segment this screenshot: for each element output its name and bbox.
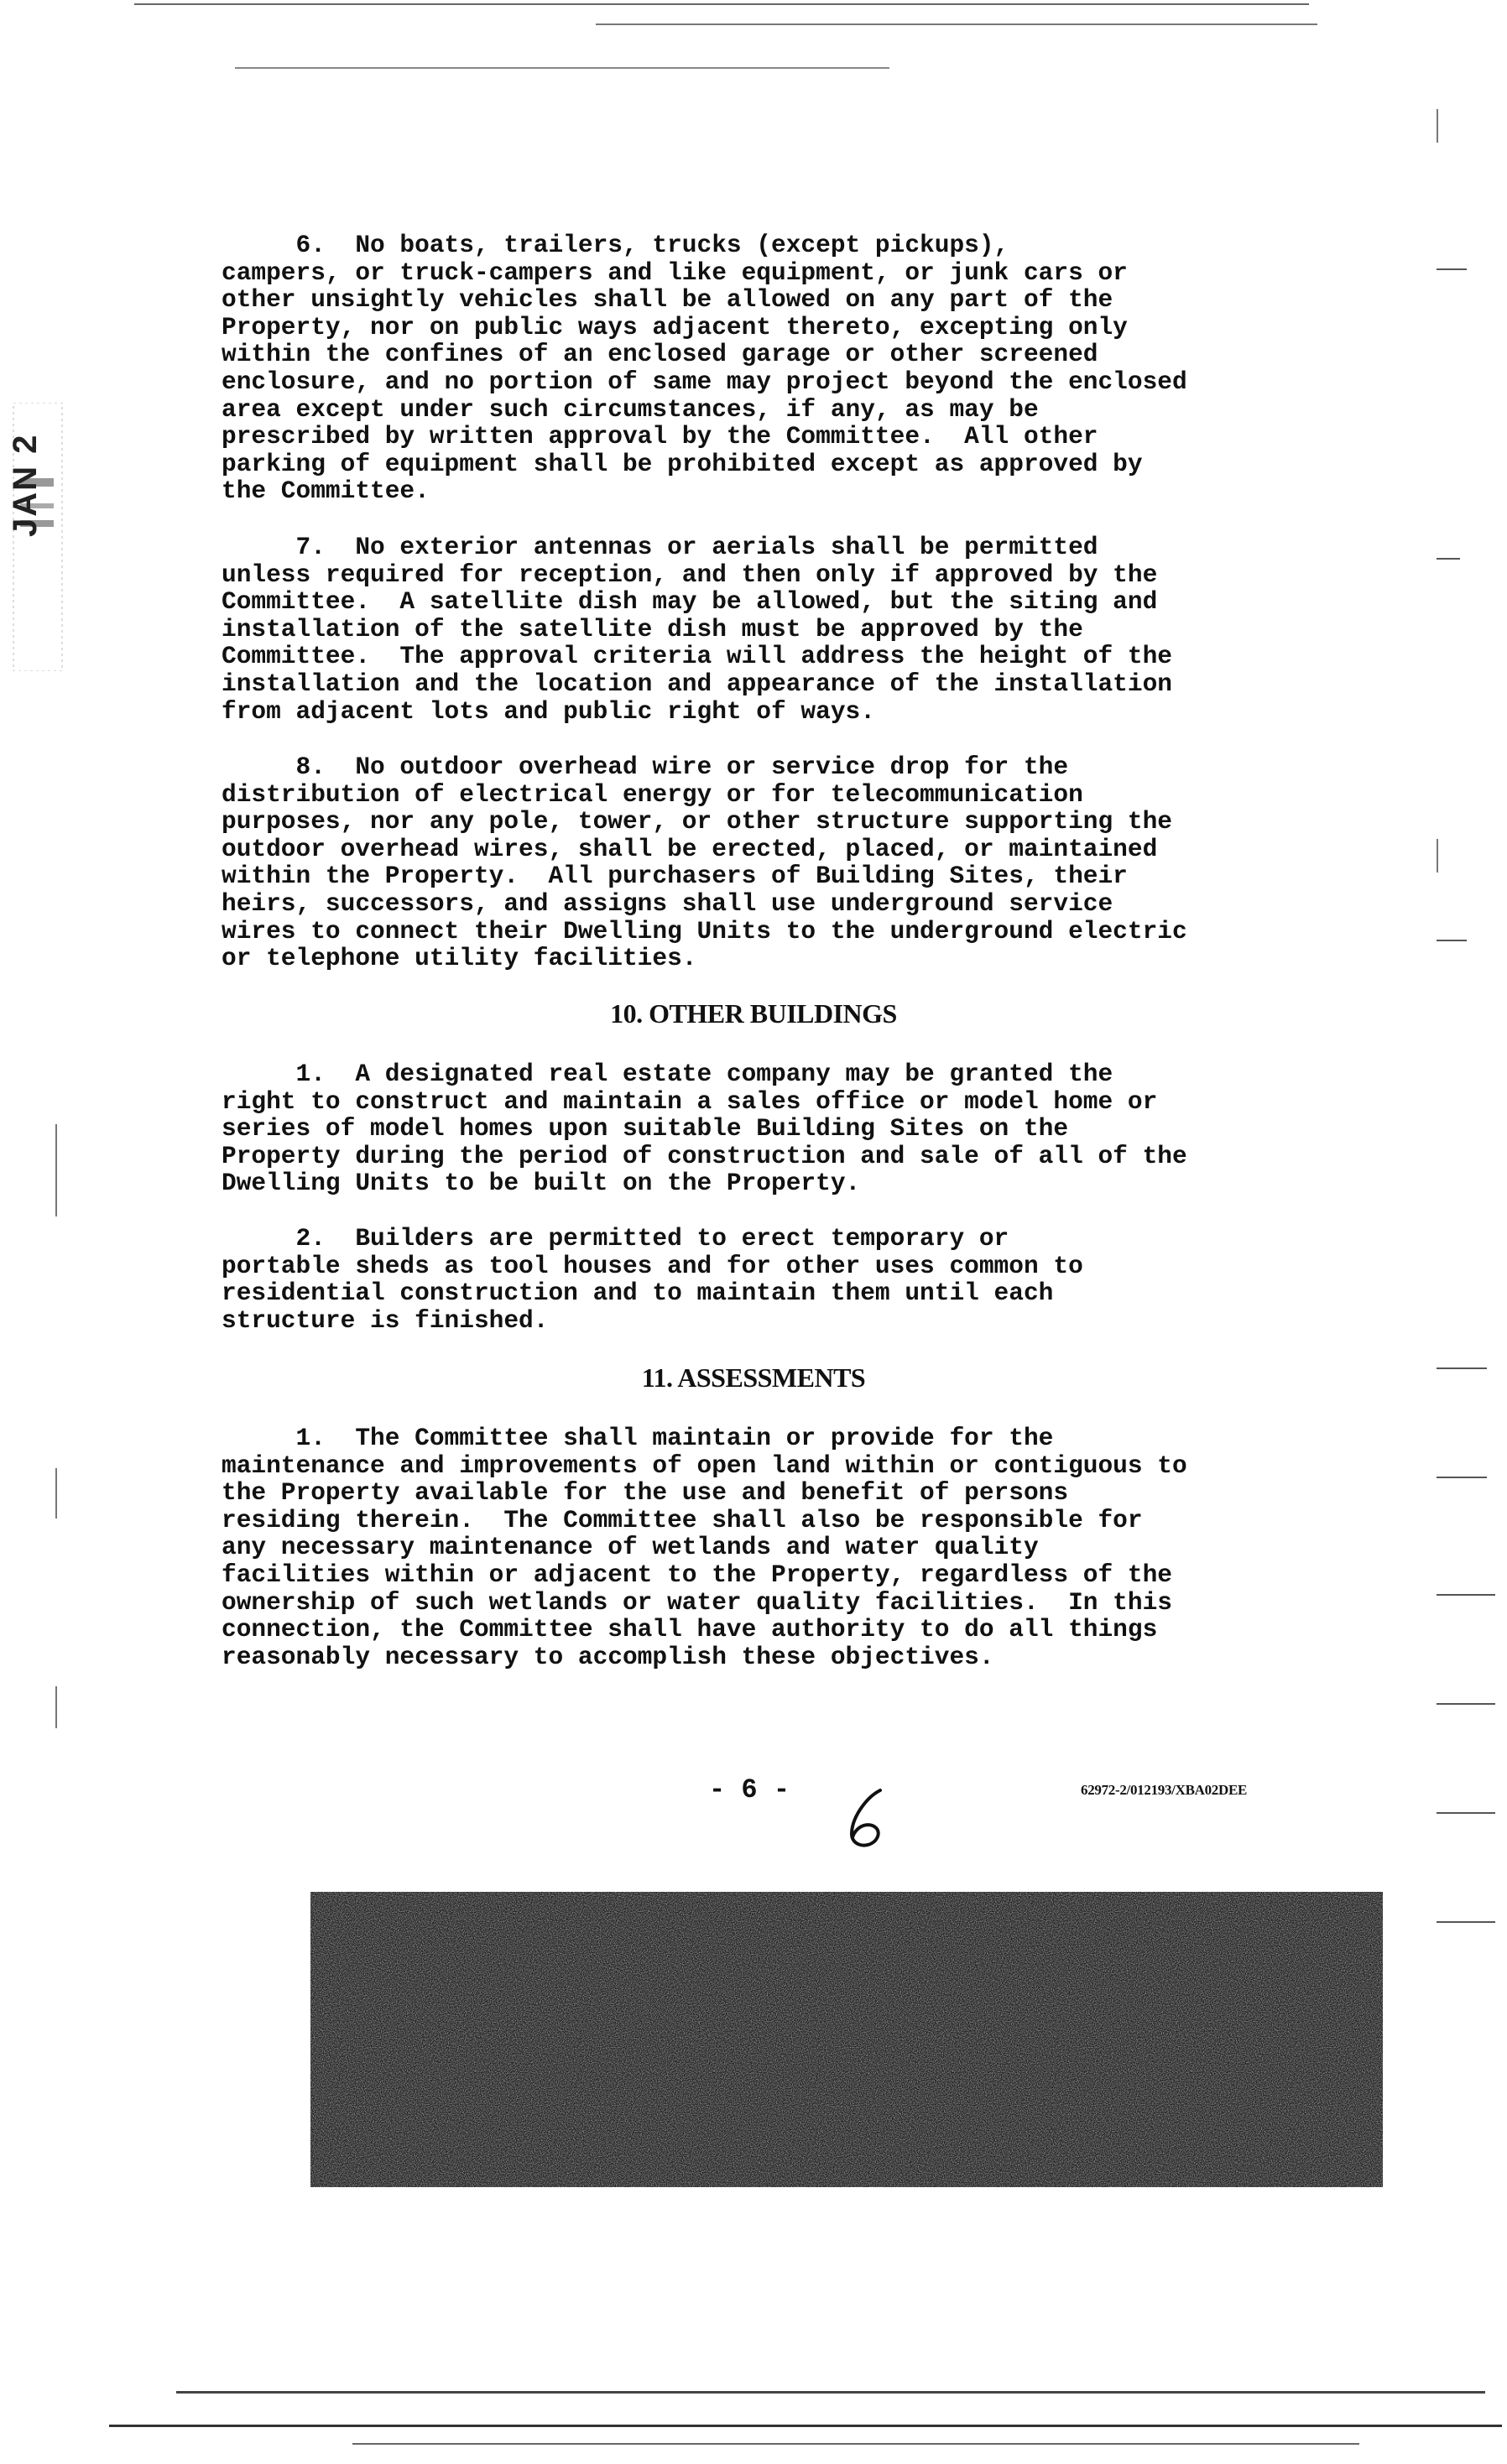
paragraph-item-6: 6. No boats, trailers, trucks (except pickups), campers, or truck-campers and like equipment, or junk cars or other unsightly vehicles shall be allowed on any part of the Property, nor on public ways adjacent thereto, excepting only within the confines of an enclosed garage or other screened enclosure, and no portion of same may project beyond the enclosed area except under such circumstances, if any, as may be prescribed by written approval by the Committee. All other parking of equipment shall be prohibited except as approved by the Committee.	[222, 231, 1187, 506]
margin-mark-right-v2	[1437, 839, 1438, 873]
scan-line-right-5	[1437, 1477, 1487, 1478]
margin-mark-left-3	[55, 1686, 57, 1728]
scan-line-bottom-2	[109, 2425, 1502, 2427]
margin-mark-left-1	[55, 1124, 57, 1216]
scan-line-right-8	[1437, 1812, 1495, 1814]
paragraph-other-buildings-1: 1. A designated real estate company may be granted the right to construct and maintain a sales office or model home or series of model homes upon suitable Building Sites on the Property during the period of construction and sale of all of the Dwelling Units to be built on the Property.	[222, 1060, 1187, 1198]
document-code: 62972-2/012193/XBA02DEE	[1081, 1782, 1248, 1798]
paragraph-item-7: 7. No exterior antennas or aerials shall be permitted unless required for reception, and then only if approved by the Committee. A satellite dish may be allowed, but the siting and installation of the satellite dish must be approved by the Committee. The approval criteria will address the height of the installation and the location and appearance of the installation from adjacent lots and public right of ways.	[222, 533, 1172, 726]
paragraph-other-buildings-2: 2. Builders are permitted to erect temporary or portable sheds as tool houses and for other uses common to residential construction and to maintain them until each structure is finished.	[222, 1224, 1083, 1335]
page-number: - 6 -	[709, 1774, 790, 1805]
scan-line-right-2	[1437, 558, 1460, 560]
scan-line-bottom-3	[352, 2443, 1359, 2445]
paragraph-item-8: 8. No outdoor overhead wire or service drop for the distribution of electrical energy or for telecommunication purposes, nor any pole, tower, or other structure supporting the outdoor overhead wires, shall be erected, placed, or maintained within the Property. All purchasers of Building Sites, their heirs, successors, and assigns shall use underground service wires to connect their Dwelling Units to the underground electric or telephone utility facilities.	[222, 753, 1187, 973]
scan-line-bottom-1	[176, 2391, 1485, 2394]
paragraph-assessments-1: 1. The Committee shall maintain or provide for the maintenance and improvements of open land within or contiguous to the Property available for the use and benefit of persons residing therein. The Committee shall also be responsible for any necessary maintenance of wetlands and water quality facilities within or adjacent to the Property, regardless of the ownership of such wetlands or water quality facilities. In this connection, the Committee shall have authority to do all things reasonably necessary to accomplish these objectives.	[222, 1424, 1187, 1671]
scan-line-right-9	[1437, 1921, 1495, 1923]
scan-noise-block	[310, 1892, 1383, 2187]
stamp-text: JAN 2	[7, 433, 44, 537]
scan-line-top-2	[596, 23, 1317, 25]
margin-mark-right-v1	[1437, 109, 1438, 143]
handwritten-page-number	[843, 1785, 894, 1852]
section-heading-assessments: 11. ASSESSMENTS	[641, 1362, 866, 1393]
scan-line-top-3	[235, 67, 889, 69]
scan-line-right-1	[1437, 268, 1467, 270]
scan-line-right-3	[1437, 940, 1467, 941]
section-heading-other-buildings: 10. OTHER BUILDINGS	[610, 998, 897, 1029]
margin-mark-left-2	[55, 1468, 57, 1519]
scan-line-top	[134, 3, 1309, 5]
scan-line-right-6	[1437, 1594, 1495, 1596]
scan-line-right-7	[1437, 1703, 1495, 1705]
